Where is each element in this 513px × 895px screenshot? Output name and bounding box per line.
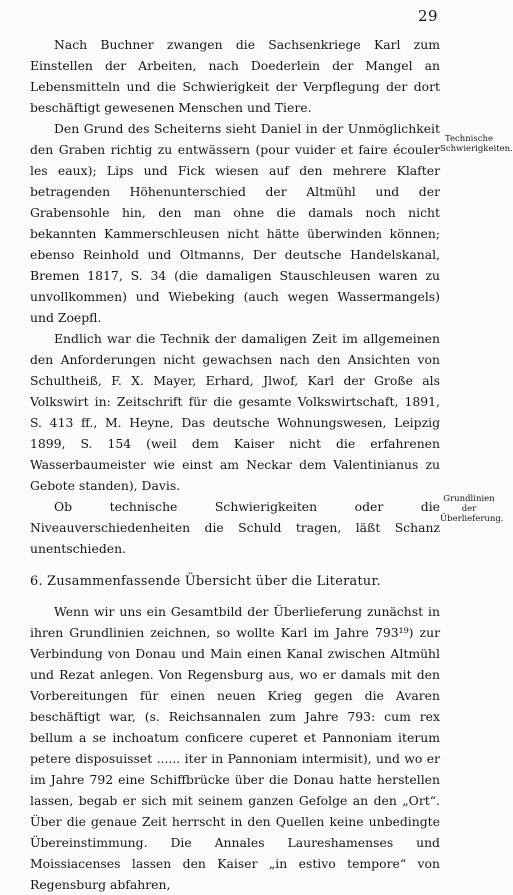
- paragraph: Ob technische Schwierigkeiten oder die Niveauverschiedenheiten die Schuld tragen, läßt Schanz unentschieden.: [30, 499, 440, 556]
- section-heading: 6. Zusammenfassende Übersicht über die Literatur.: [30, 574, 381, 589]
- body-text: [30, 34, 440, 895]
- paragraph: Nach Buchner zwangen die Sachsenkriege Karl zum Einstellen der Arbeiten, nach Doederlein der Mangel an Lebensmitteln und die Schwierigkeit der Verpflegung der dort beschäftigt gewesenen Menschen und Tiere.: [30, 37, 440, 115]
- page-number: 29: [418, 7, 439, 25]
- paragraph: Den Grund des Scheiterns sieht Daniel in der Unmöglichkeit den Graben richtig zu entwässern (pour vuider et faire écouler les eaux); Lips und Fick wiesen auf den mehrere Klafter betragenden Höhenunterschied der Altmühl und der Grabensohle hin, den man ohne die damals noch nicht bekannten Kammerschleusen nicht hätte überwinden können; ebenso Reinhold und Oltmanns, Der deutsche Handelskanal, Bremen 1817, S. 34 (die damaligen Stauschleusen waren zu unvollkommen) und Wiebeking (auch wegen Wassermangels) und Zoepfl.: [30, 121, 440, 325]
- paragraph: Endlich war die Technik der damaligen Zeit im allgemeinen den Anforderungen nicht gewachsen nach den Ansichten von Schultheiß, F. X. Mayer, Erhard, Jlwof, Karl der Große als Volkswirt in: Zeitschrift für die gesamte Volkswirtschaft, 1891, S. 413 ff., M. Heyne, Das deutsche Wohnungswesen, Leipzig 1899, S. 154 (weil dem Kaiser nicht die erfahrenen Wasserbaumeister wie einst am Neckar dem Valentinianus zu Gebote standen), Davis.: [30, 331, 440, 493]
- margin-note: Technische Schwierigkeiten.: [440, 134, 513, 154]
- margin-note: Grundlinien der Überlieferung.: [440, 494, 504, 524]
- paragraph: Wenn wir uns ein Gesamtbild der Überlieferung zunächst in ihren Grundlinien zeichnen, so wollte Karl im Jahre 793¹⁹) zur Verbindung von Donau und Main einen Kanal zwischen Altmühl und Rezat anlegen. Von Regensburg aus, wo er damals mit den Vorbereitungen für einen neuen Krieg gegen die Avaren beschäftigt war, (s. Reichsannalen zum Jahre 793: cum rex bellum a se inchoatum conficere cuperet et Pannoniam iterum petere disposuisset ...... iter in Pannoniam intermisit), und wo er im Jahre 792 eine Schiffbrücke über die Donau hatte herstellen lassen, begab er sich mit seinem ganzen Gefolge an den „Ort“. Über die genaue Zeit herrscht in den Quellen keine unbedingte Übereinstimmung. Die Annales Laureshamenses und Moissiacenses lassen den Kaiser „in estivo tempore“ von Regensburg abfahren,: [30, 604, 440, 892]
